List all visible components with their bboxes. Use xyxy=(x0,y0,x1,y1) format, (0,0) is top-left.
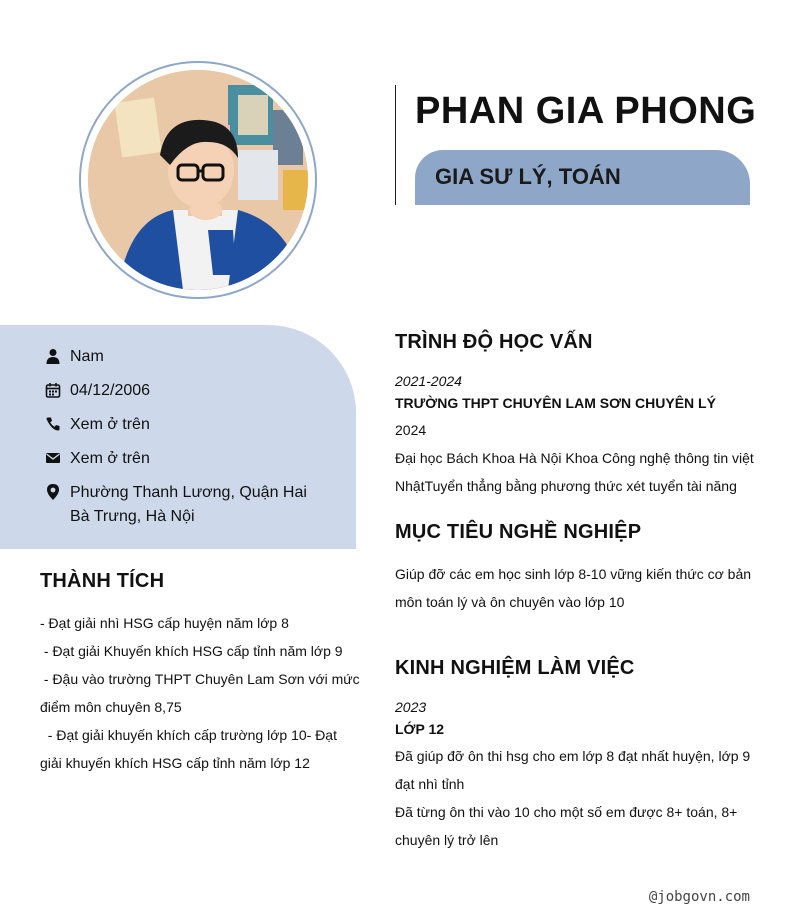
achievement-item: - Đậu vào trường THPT Chuyên Lam Sơn với mức điểm môn chuyên 8,75 xyxy=(40,671,364,715)
achievements-list xyxy=(40,609,364,777)
watermark: @jobgovn.com xyxy=(648,889,750,905)
contact-gender xyxy=(44,345,104,369)
location-pin-icon xyxy=(44,483,62,501)
phone-icon xyxy=(44,415,62,433)
address-line-2: Bà Trưng, Hà Nội xyxy=(70,508,195,525)
contact-email xyxy=(44,447,150,471)
experience-role: LỚP 12 xyxy=(395,721,445,737)
education-detail: Đại học Bách Khoa Hà Nội Khoa Công nghệ thông tin việt NhậtTuyển thẳng bằng phương thức xét tuyển tài năng xyxy=(395,450,754,494)
avatar-photo xyxy=(88,70,308,290)
experience-entry xyxy=(395,696,755,854)
person-icon xyxy=(44,347,62,365)
contact-phone xyxy=(44,413,150,437)
gender-text: Nam xyxy=(70,348,104,365)
contact-address xyxy=(44,481,307,529)
experience-line-2: Đã từng ôn thi vào 10 cho một số em được 8+ toán, 8+ chuyên lý trở lên xyxy=(395,804,738,848)
education-school: TRƯỜNG THPT CHUYÊN LAM SƠN CHUYÊN LÝ xyxy=(395,395,716,411)
name-divider xyxy=(395,85,396,205)
education-period: 2021-2024 xyxy=(395,373,462,389)
objective-title: MỤC TIÊU NGHỀ NGHIỆP xyxy=(395,521,642,543)
experience-period: 2023 xyxy=(395,699,427,715)
mail-icon xyxy=(44,449,62,467)
address-line-1: Phường Thanh Lương, Quận Hai xyxy=(70,484,307,501)
birthday-text: 04/12/2006 xyxy=(70,382,151,399)
contact-birthday xyxy=(44,379,150,403)
education-year: 2024 xyxy=(395,422,427,438)
calendar-icon xyxy=(44,381,62,399)
email-text: Xem ở trên xyxy=(70,450,150,467)
address-text xyxy=(70,481,307,529)
objective-text: Giúp đỡ các em học sinh lớp 8-10 vững kiến thức cơ bản môn toán lý và ôn chuyên vào lớp 10 xyxy=(395,566,752,610)
achievement-item: - Đạt giải khuyến khích cấp trường lớp 10- Đạt giải khuyến khích HSG cấp tỉnh năm lớp 12 xyxy=(40,727,341,771)
avatar xyxy=(88,70,308,290)
experience-line-1: Đã giúp đỡ ôn thi hsg cho em lớp 8 đạt nhất huyện, lớp 9 đạt nhì tỉnh xyxy=(395,748,751,792)
achievement-item: - Đạt giải Khuyến khích HSG cấp tỉnh năm lớp 9 xyxy=(40,643,343,659)
experience-title: KINH NGHIỆM LÀM VIỆC xyxy=(395,657,635,679)
achievement-item: - Đạt giải nhì HSG cấp huyện năm lớp 8 xyxy=(40,615,289,631)
job-title-pill xyxy=(415,150,750,205)
phone-text: Xem ở trên xyxy=(70,416,150,433)
achievements-title: THÀNH TÍCH xyxy=(40,570,165,592)
full-name: PHAN GIA PHONG xyxy=(415,90,757,132)
education-title: TRÌNH ĐỘ HỌC VẤN xyxy=(395,331,593,353)
job-title: GIA SƯ LÝ, TOÁN xyxy=(435,164,621,189)
education-entry xyxy=(395,370,755,500)
